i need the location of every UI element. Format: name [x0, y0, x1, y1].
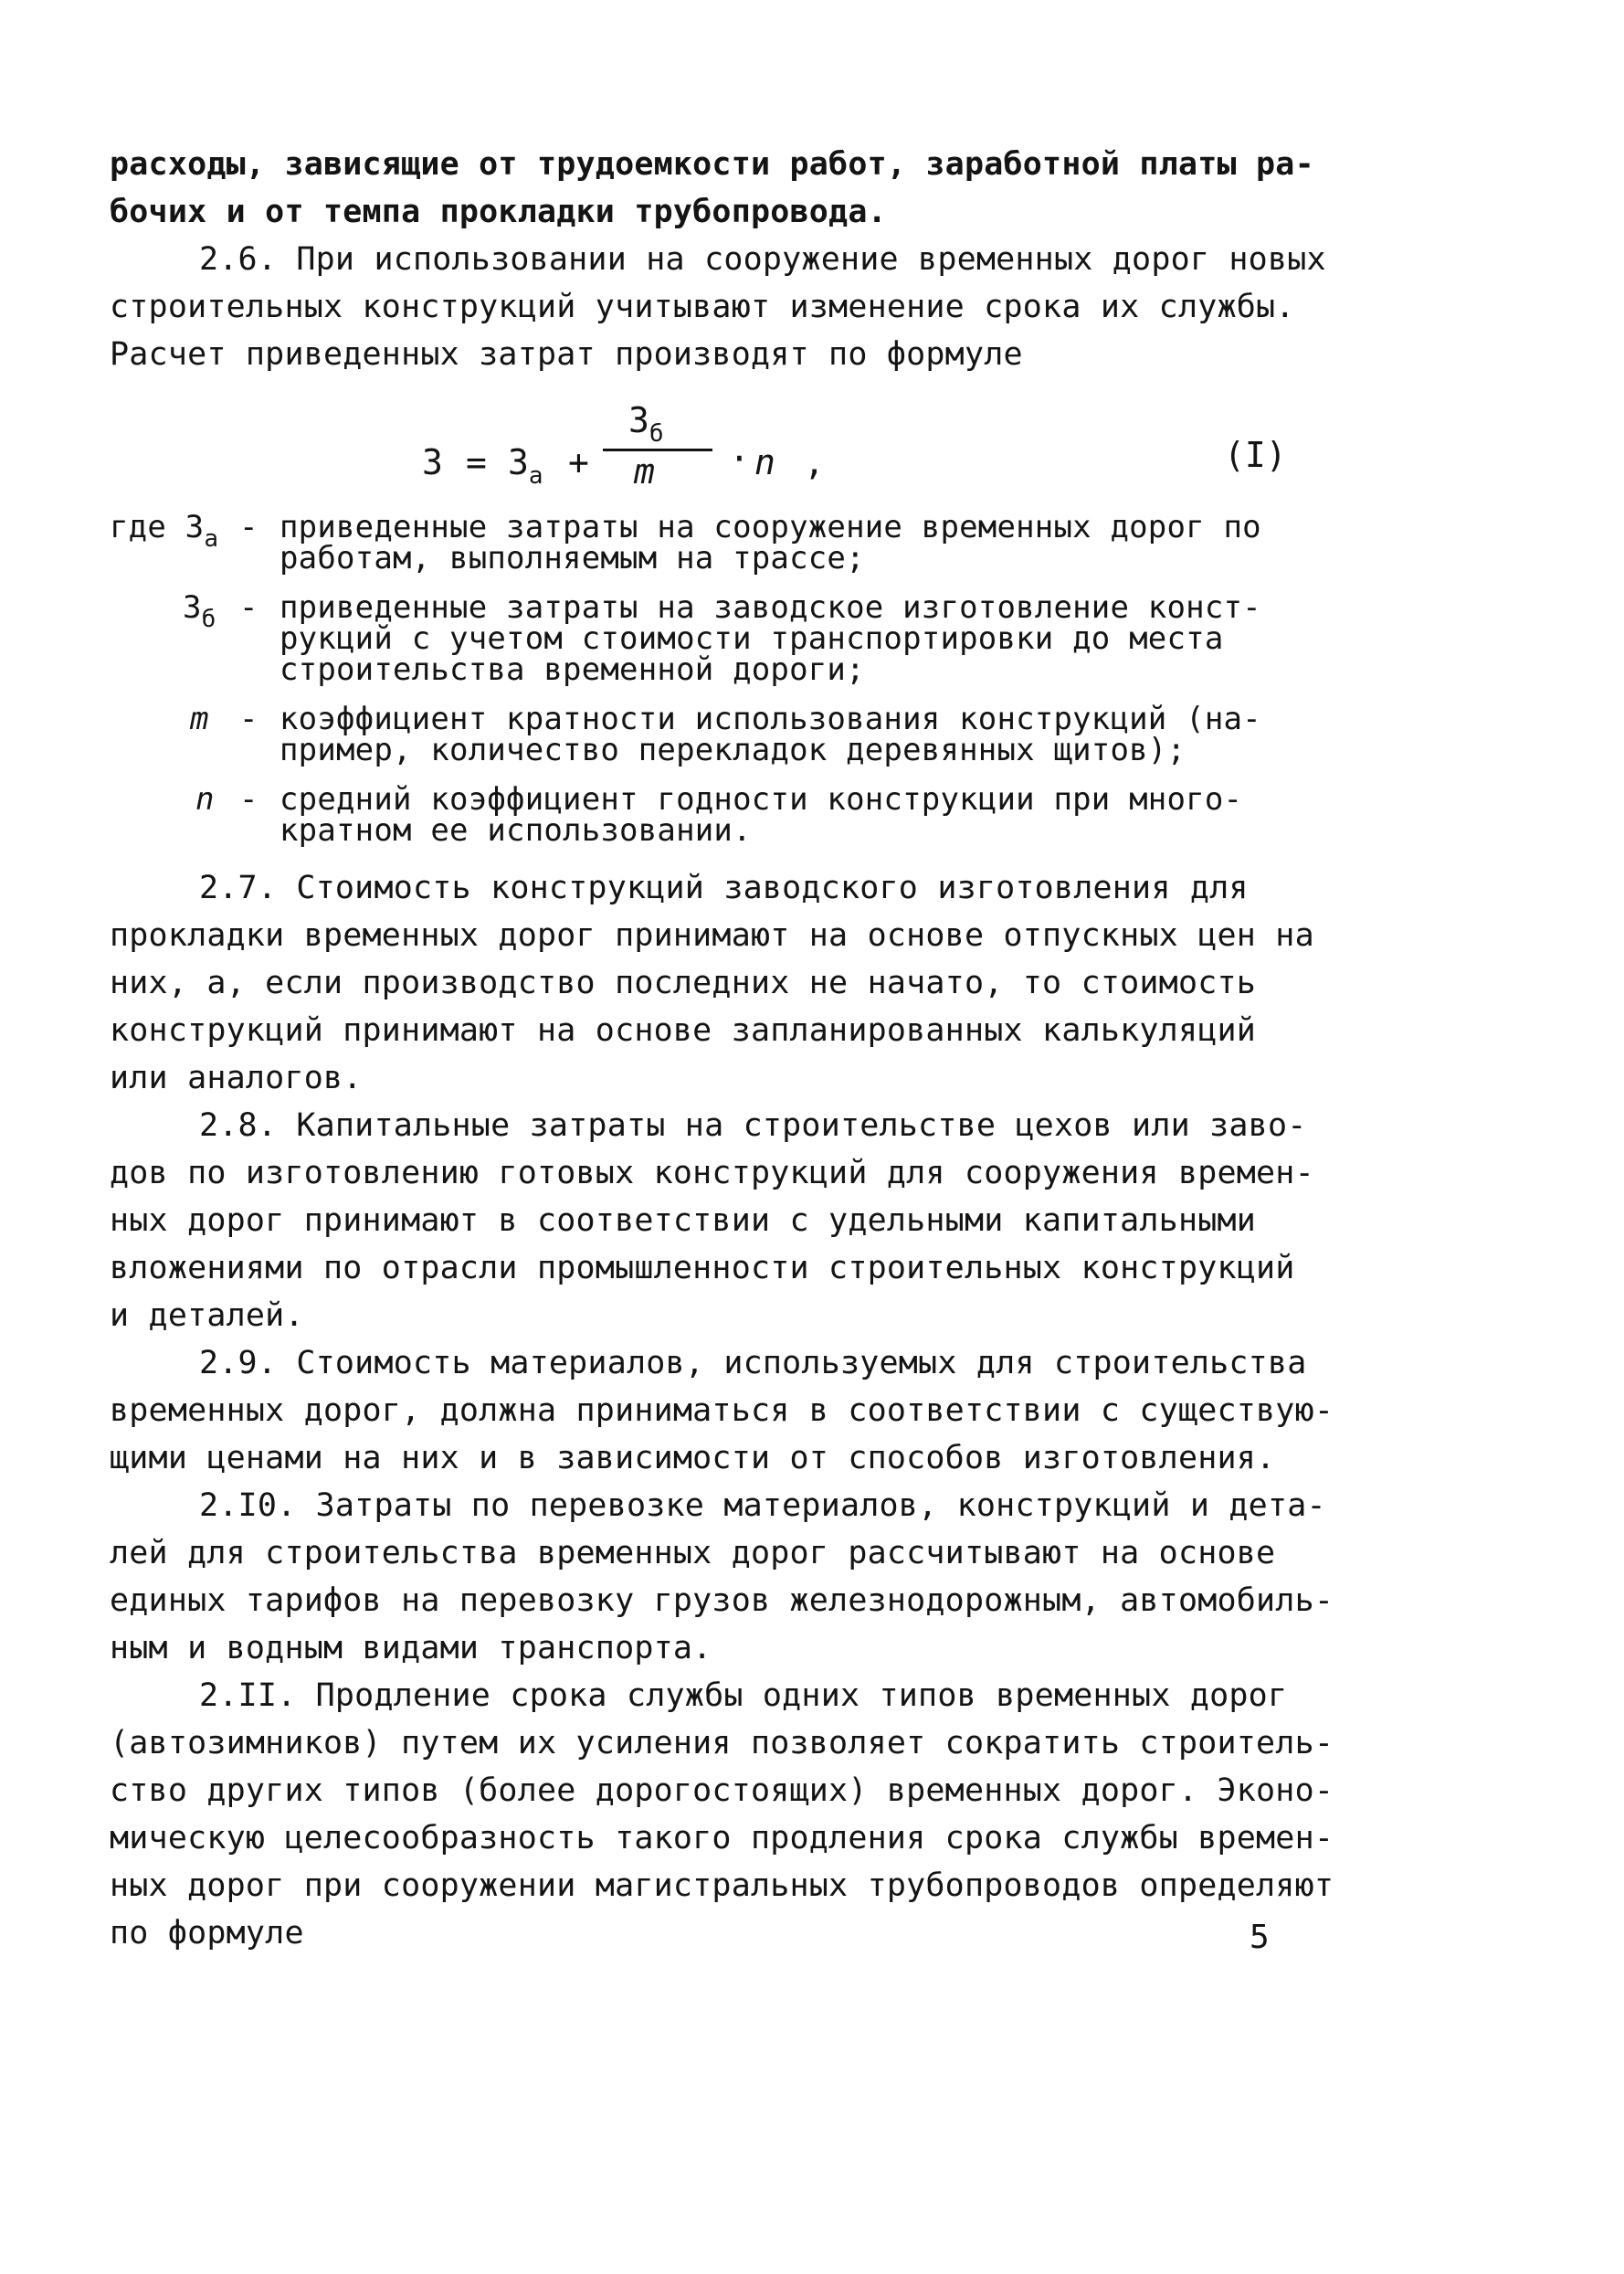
paragraph-2-6-line: 2.6. При использовании на сооружение временных дорог новых: [199, 241, 1326, 278]
paragraph-2-8-line: дов по изготовлению готовых конструкций для сооружения времен-: [110, 1155, 1314, 1191]
paragraph-2-7-line: или аналогов.: [110, 1060, 363, 1096]
paragraph-2-9-line: щими ценами на них и в зависимости от способов изготовления.: [110, 1440, 1276, 1476]
definition-dash: -: [239, 781, 258, 818]
text-line: расходы, зависящие от трудоемкости работ, заработной платы ра-: [110, 146, 1314, 183]
formula-denominator: m: [634, 451, 655, 492]
paragraph-2-11-line: ство других типов (более дорогостоящих) временных дорог. Эконо-: [110, 1772, 1334, 1809]
paragraph-2-11-line: мическую целесообразность такого продления срока службы времен-: [110, 1820, 1334, 1856]
definition-text: рукций с учетом стоимости транспортировки до места: [279, 620, 1224, 657]
paragraph-2-7-line: 2.7. Стоимость конструкций заводского изготовления для: [199, 870, 1249, 906]
definition-text: приведенные затраты на сооружение временных дорог по: [279, 509, 1261, 545]
formula-number: (I): [1224, 435, 1287, 475]
definition-text: строительства временной дороги;: [279, 651, 865, 688]
definition-dash: -: [239, 701, 258, 737]
definition-text: средний коэффициент годности конструкции при много-: [279, 781, 1243, 818]
formula-plus: +: [568, 442, 589, 482]
paragraph-2-11-line: по формуле: [110, 1915, 304, 1951]
paragraph-2-10-line: единых тарифов на перевозку грузов железнодорожным, автомобиль-: [110, 1582, 1334, 1619]
paragraph-2-7-line: них, а, если производство последних не начато, то стоимость: [110, 965, 1257, 1001]
paragraph-2-9-line: 2.9. Стоимость материалов, используемых для строительства: [199, 1345, 1307, 1381]
definition-text: пример, количество перекладок деревянных щитов);: [279, 732, 1186, 768]
definition-text: работам, выполняемым на трассе;: [279, 540, 865, 576]
paragraph-2-7-line: конструкций принимают на основе запланированных калькуляций: [110, 1012, 1257, 1049]
page-number: 5: [1250, 1919, 1270, 1956]
paragraph-2-6-line: Расчет приведенных затрат производят по формуле: [110, 336, 1023, 373]
paragraph-2-8-line: и деталей.: [110, 1297, 304, 1334]
formula-term-a: [508, 442, 543, 490]
paragraph-2-11-line: (автозимников) путем их усиления позволяет сократить строитель-: [110, 1725, 1334, 1761]
definition-text: кратном ее использовании.: [279, 812, 752, 849]
paragraph-2-8-line: ных дорог принимают в соответствии с удельными капитальными: [110, 1202, 1257, 1239]
formula-n: n: [754, 442, 775, 482]
formula-equals: =: [466, 442, 487, 482]
formula-term-a-main: З: [508, 442, 529, 482]
definition-symbol: m: [190, 701, 209, 737]
definition-symbol-main: где З: [110, 509, 205, 545]
definition-dash: -: [239, 589, 258, 626]
definition-symbol-main: З: [183, 589, 202, 626]
paragraph-2-8-line: 2.8. Капитальные затраты на строительстве цехов или заво-: [199, 1107, 1307, 1144]
paragraph-2-7-line: прокладки временных дорог принимают на основе отпускных цен на: [110, 917, 1314, 954]
definition-text: приведенные затраты на заводское изготовление конст-: [279, 589, 1261, 626]
definition-text: коэффициент кратности использования конструкций (на-: [279, 701, 1261, 737]
formula-numerator-sub: б: [649, 420, 664, 448]
formula-term-a-sub: а: [528, 462, 543, 490]
formula-lhs: З: [422, 442, 443, 482]
definition-symbol: n: [195, 781, 215, 818]
paragraph-2-9-line: временных дорог, должна приниматься в соответствии с существую-: [110, 1392, 1334, 1429]
formula-dot: ·: [729, 439, 750, 479]
paragraph-2-11-line: 2.II. Продление срока службы одних типов временных дорог: [199, 1677, 1288, 1714]
fraction-bar: [603, 449, 712, 451]
definition-symbol-sub: а: [204, 525, 219, 553]
formula-numerator: [628, 400, 664, 448]
text-line: бочих и от темпа прокладки трубопровода.: [110, 194, 887, 230]
definition-dash: -: [239, 509, 258, 545]
paragraph-2-10-line: ным и водным видами транспорта.: [110, 1630, 712, 1666]
formula-1: [0, 402, 1624, 493]
formula-comma: ,: [804, 442, 825, 482]
formula-numerator-main: З: [628, 400, 649, 440]
definition-symbol-sub: б: [201, 606, 216, 633]
paragraph-2-11-line: ных дорог при сооружении магистральных трубопроводов определяют: [110, 1867, 1334, 1904]
paragraph-2-6-line: строительных конструкций учитывают изменение срока их службы.: [110, 289, 1295, 325]
paragraph-2-10-line: лей для строительства временных дорог рассчитывают на основе: [110, 1535, 1276, 1571]
paragraph-2-8-line: вложениями по отрасли промышленности строительных конструкций: [110, 1250, 1295, 1286]
paragraph-2-10-line: 2.I0. Затраты по перевозке материалов, конструкций и дета-: [199, 1487, 1326, 1524]
